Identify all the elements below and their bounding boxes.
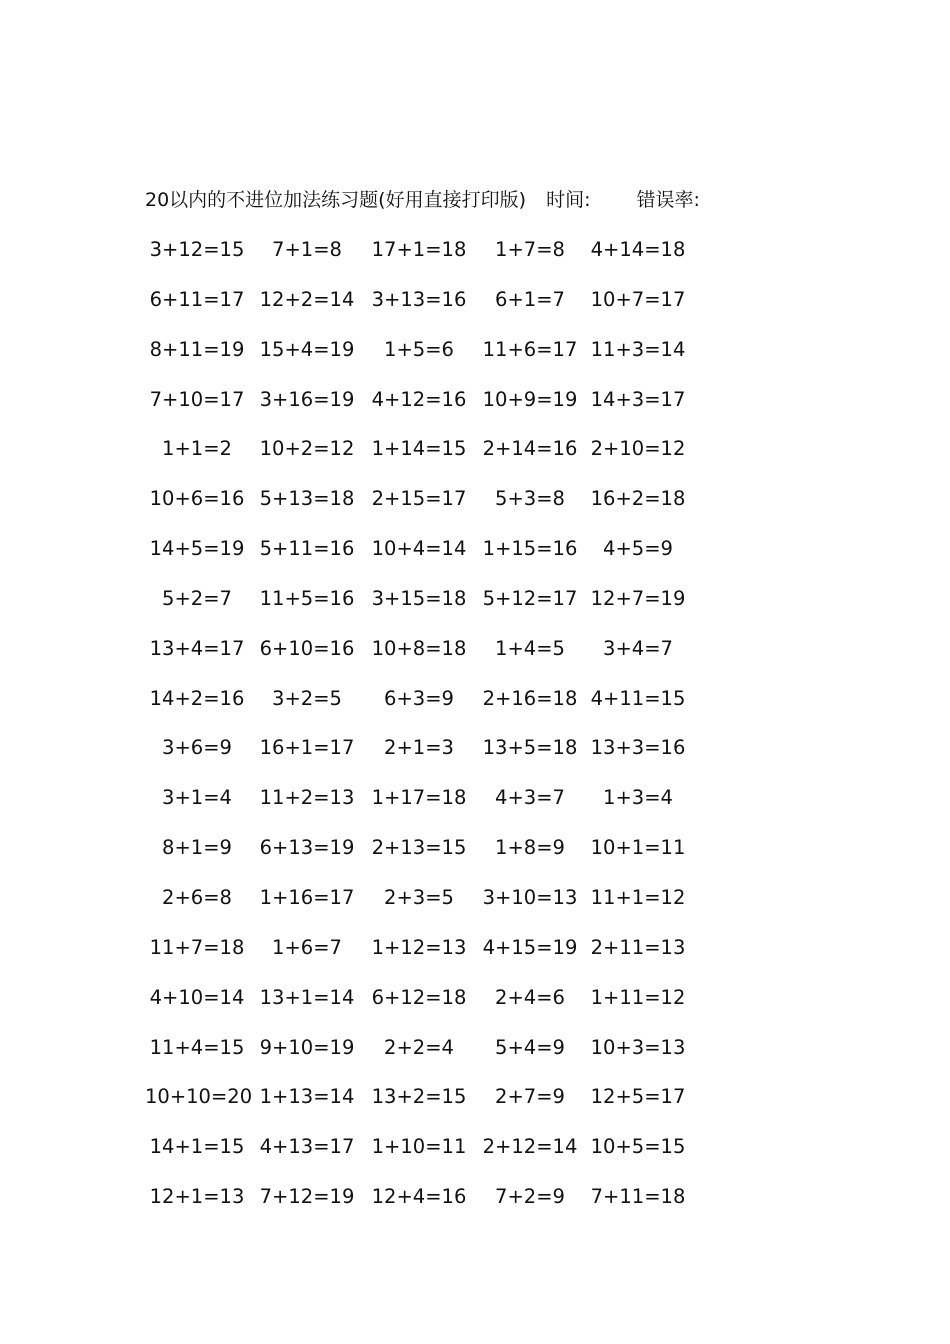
- problem-item: 6+12=18: [371, 985, 467, 1009]
- problem-item: 12+1=13: [149, 1185, 245, 1209]
- problem-item: 2+10=12: [590, 437, 686, 461]
- problem-item: 2+11=13: [590, 935, 686, 959]
- problem-item: 5+4=9: [495, 1035, 565, 1059]
- problem-item: 10+8=18: [371, 636, 467, 660]
- worksheet-header: [145, 185, 700, 215]
- problem-item: 11+1=12: [590, 885, 686, 909]
- problem-item: 12+7=19: [590, 586, 686, 610]
- problem-item: 1+1=2: [162, 437, 232, 461]
- problem-item: 4+10=14: [149, 985, 245, 1009]
- problem-item: 5+3=8: [495, 487, 565, 511]
- problem-item: 13+5=18: [482, 736, 578, 760]
- problem-item: 2+12=14: [482, 1135, 578, 1159]
- problem-item: 11+4=15: [149, 1035, 245, 1059]
- problem-row: [145, 1182, 705, 1232]
- problem-row: [145, 883, 705, 933]
- problem-item: 6+3=9: [384, 686, 454, 710]
- problem-item: 2+6=8: [162, 885, 232, 909]
- problem-item: 3+4=7: [603, 636, 673, 660]
- problem-row: [145, 833, 705, 883]
- problem-grid: [145, 235, 705, 1232]
- problem-item: 10+4=14: [371, 537, 467, 561]
- problem-row: [145, 634, 705, 684]
- problem-row: [145, 335, 705, 385]
- problem-item: 10+5=15: [590, 1135, 686, 1159]
- problem-item: 12+4=16: [371, 1185, 467, 1209]
- problem-row: [145, 385, 705, 435]
- problem-item: 8+1=9: [162, 836, 232, 860]
- problem-item: 2+4=6: [495, 985, 565, 1009]
- problem-item: 1+16=17: [259, 885, 355, 909]
- problem-item: 2+16=18: [482, 686, 578, 710]
- problem-item: 16+1=17: [259, 736, 355, 760]
- problem-item: 11+5=16: [259, 586, 355, 610]
- problem-item: 3+16=19: [259, 387, 355, 411]
- problem-item: 10+10=20: [145, 1085, 253, 1109]
- problem-item: 1+14=15: [371, 437, 467, 461]
- problem-item: 14+3=17: [590, 387, 686, 411]
- problem-item: 7+12=19: [259, 1185, 355, 1209]
- problem-item: 8+11=19: [149, 337, 245, 361]
- problem-item: 2+7=9: [495, 1085, 565, 1109]
- problem-item: 12+5=17: [590, 1085, 686, 1109]
- problem-item: 10+9=19: [482, 387, 578, 411]
- problem-item: 6+11=17: [149, 287, 245, 311]
- problem-item: 2+15=17: [371, 487, 467, 511]
- problem-item: 5+12=17: [482, 586, 578, 610]
- problem-item: 1+11=12: [590, 985, 686, 1009]
- time-label: 时间:: [546, 189, 591, 211]
- problem-item: 13+2=15: [371, 1085, 467, 1109]
- problem-row: [145, 783, 705, 833]
- problem-item: 7+2=9: [495, 1185, 565, 1209]
- problem-item: 4+15=19: [482, 935, 578, 959]
- problem-item: 5+2=7: [162, 586, 232, 610]
- error-rate-label: 错误率:: [636, 189, 700, 211]
- problem-item: 3+6=9: [162, 736, 232, 760]
- problem-item: 14+1=15: [149, 1135, 245, 1159]
- problem-row: [145, 484, 705, 534]
- problem-item: 4+5=9: [603, 537, 673, 561]
- problem-item: 11+2=13: [259, 786, 355, 810]
- problem-row: [145, 983, 705, 1033]
- problem-item: 4+12=16: [371, 387, 467, 411]
- problem-item: 7+10=17: [149, 387, 245, 411]
- problem-row: [145, 584, 705, 634]
- problem-item: 6+1=7: [495, 287, 565, 311]
- problem-item: 3+1=4: [162, 786, 232, 810]
- problem-item: 10+7=17: [590, 287, 686, 311]
- problem-item: 2+1=3: [384, 736, 454, 760]
- problem-item: 15+4=19: [259, 337, 355, 361]
- worksheet-title: 20以内的不进位加法练习题(好用直接打印版): [145, 189, 527, 211]
- problem-item: 3+2=5: [272, 686, 342, 710]
- problem-item: 4+3=7: [495, 786, 565, 810]
- problem-item: 17+1=18: [371, 238, 467, 261]
- problem-item: 1+7=8: [495, 238, 565, 261]
- problem-row: [145, 1033, 705, 1083]
- problem-row: [145, 235, 705, 285]
- problem-row: [145, 434, 705, 484]
- problem-item: 13+1=14: [259, 985, 355, 1009]
- problem-item: 3+13=16: [371, 287, 467, 311]
- problem-item: 2+13=15: [371, 836, 467, 860]
- problem-item: 1+8=9: [495, 836, 565, 860]
- problem-item: 2+3=5: [384, 885, 454, 909]
- problem-item: 6+10=16: [259, 636, 355, 660]
- problem-item: 5+11=16: [259, 537, 355, 561]
- problem-item: 1+15=16: [482, 537, 578, 561]
- problem-item: 7+1=8: [272, 238, 342, 261]
- problem-item: 1+17=18: [371, 786, 467, 810]
- problem-item: 5+13=18: [259, 487, 355, 511]
- problem-item: 3+10=13: [482, 885, 578, 909]
- problem-row: [145, 1082, 705, 1132]
- problem-item: 4+13=17: [259, 1135, 355, 1159]
- problem-item: 1+3=4: [603, 786, 673, 810]
- problem-item: 2+2=4: [384, 1035, 454, 1059]
- problem-item: 1+6=7: [272, 935, 342, 959]
- problem-item: 4+14=18: [590, 238, 686, 261]
- problem-item: 12+2=14: [259, 287, 355, 311]
- problem-row: [145, 933, 705, 983]
- problem-row: [145, 534, 705, 584]
- problem-item: 3+12=15: [149, 238, 245, 261]
- problem-item: 16+2=18: [590, 487, 686, 511]
- problem-item: 14+2=16: [149, 686, 245, 710]
- problem-item: 14+5=19: [149, 537, 245, 561]
- problem-item: 2+14=16: [482, 437, 578, 461]
- problem-item: 11+3=14: [590, 337, 686, 361]
- problem-item: 10+3=13: [590, 1035, 686, 1059]
- problem-item: 1+10=11: [371, 1135, 467, 1159]
- problem-item: 13+4=17: [149, 636, 245, 660]
- problem-row: [145, 285, 705, 335]
- problem-item: 9+10=19: [259, 1035, 355, 1059]
- problem-item: 11+6=17: [482, 337, 578, 361]
- problem-item: 1+5=6: [384, 337, 454, 361]
- problem-row: [145, 733, 705, 783]
- problem-item: 10+2=12: [259, 437, 355, 461]
- problem-item: 1+4=5: [495, 636, 565, 660]
- problem-item: 13+3=16: [590, 736, 686, 760]
- problem-item: 1+13=14: [259, 1085, 355, 1109]
- problem-item: 1+12=13: [371, 935, 467, 959]
- problem-row: [145, 684, 705, 734]
- problem-item: 10+6=16: [149, 487, 245, 511]
- problem-item: 3+15=18: [371, 586, 467, 610]
- problem-item: 7+11=18: [590, 1185, 686, 1209]
- problem-item: 4+11=15: [590, 686, 686, 710]
- problem-item: 10+1=11: [590, 836, 686, 860]
- problem-row: [145, 1132, 705, 1182]
- problem-item: 11+7=18: [149, 935, 245, 959]
- problem-item: 6+13=19: [259, 836, 355, 860]
